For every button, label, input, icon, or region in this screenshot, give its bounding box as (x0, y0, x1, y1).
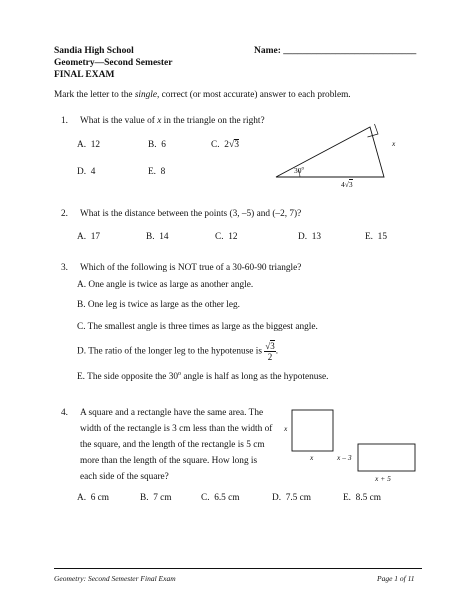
q2-choice-e-value: 15 (377, 232, 387, 242)
q4-choice-b[interactable] (140, 492, 172, 504)
fraction-denominator: 2 (267, 352, 273, 362)
q1-choice-b-letter: B. (148, 140, 157, 150)
q3-choice-e-pre: E. The side opposite the 30 (77, 372, 179, 383)
q3-choice-d-pre: D. The ratio of the longer leg to the hypotenuse is (77, 346, 265, 357)
q1-choice-b-value: 6 (161, 140, 166, 150)
q1-choice-c-radicand: 3 (234, 140, 239, 150)
q4-fig-square-bottom: x (310, 453, 314, 462)
q1-fig-angle-value: 30 (294, 166, 302, 175)
instructions (54, 89, 351, 101)
q3-choice-b[interactable]: B. One leg is twice as large as the other leg. (77, 300, 240, 310)
q4-fig-rect-side: x – 3 (337, 453, 352, 462)
q4-line-4: more than the length of the square. How long is (80, 456, 258, 466)
exam-title: FINAL EXAM (54, 70, 115, 80)
q3-choice-e[interactable] (77, 368, 328, 383)
q1-choice-b[interactable] (148, 139, 166, 151)
radical-sign-icon: √ (265, 341, 271, 351)
q4-choice-e[interactable] (343, 492, 381, 504)
footer-divider (54, 568, 422, 569)
q2-choice-c[interactable] (215, 231, 237, 243)
q3-choice-d-post: . (275, 346, 279, 357)
q3-choice-d[interactable] (77, 341, 278, 362)
q4-choice-c-value: 6.5 cm (214, 493, 240, 503)
radical-sign-icon: √ (228, 139, 235, 150)
q4-number: 4. (61, 408, 68, 418)
school-name: Sandia High School (54, 46, 134, 56)
q4-choice-b-value: 7 cm (153, 493, 172, 503)
q1-text-pre: What is the value of (80, 116, 158, 126)
q1-fig-angle-unit: o (301, 166, 304, 172)
q1-fig-base (341, 180, 353, 189)
q3-choice-e-post: angle is half as long as the hypotenuse. (181, 372, 329, 383)
q1-choice-d[interactable] (77, 166, 95, 178)
right-angle-marker (368, 124, 379, 137)
square-shape (292, 410, 333, 451)
q2-choice-b[interactable] (146, 231, 168, 243)
instructions-emph: single (134, 90, 158, 100)
instructions-post: , correct (or most accurate) answer to each problem. (157, 90, 351, 100)
q4-choice-c[interactable] (201, 492, 240, 504)
q1-text-post: in the triangle on the right? (161, 116, 265, 126)
q2-choice-e[interactable] (365, 231, 387, 243)
q3-choice-a[interactable]: A. One angle is twice as large as another angle. (77, 280, 254, 290)
footer-page-number: Page 1 of 11 (377, 574, 415, 583)
rectangle-shape (358, 444, 415, 471)
q1-choice-a[interactable] (77, 139, 100, 151)
q1-choice-c-value: 2 (224, 140, 229, 150)
q1-fig-base-radicand: 3 (348, 180, 353, 189)
q4-choice-b-letter: B. (140, 493, 149, 503)
q2-choice-d-letter: D. (298, 232, 308, 242)
q2-number: 2. (61, 209, 68, 219)
q2-choice-a-value: 17 (90, 232, 100, 242)
q1-choice-d-letter: D. (77, 167, 87, 177)
q1-fig-side-x: x (392, 139, 396, 148)
q1-choice-c-letter: C. (211, 140, 220, 150)
q4-fig-rect-bottom: x + 5 (375, 474, 391, 483)
q1-text (80, 115, 265, 127)
q4-line-2: width of the rectangle is 3 cm less than the width of (80, 424, 273, 434)
q2-choice-a[interactable] (77, 231, 100, 243)
q4-choice-a-value: 6 cm (90, 493, 110, 503)
radical-sign-icon: √ (344, 180, 349, 189)
q2-choice-b-letter: B. (146, 232, 155, 242)
q2-choice-b-value: 14 (159, 232, 169, 242)
q2-choice-d[interactable] (298, 231, 321, 243)
q1-choice-a-value: 12 (90, 140, 100, 150)
q4-line-1: A square and a rectangle have the same area. The (80, 408, 264, 418)
q4-fig-square-left: x (284, 424, 288, 433)
instructions-pre: Mark the letter to the (54, 90, 135, 100)
q1-var: x (157, 116, 162, 126)
q3-choice-c[interactable]: C. The smallest angle is three times as large as the biggest angle. (77, 322, 318, 332)
name-field: Name: ____________________________ (254, 46, 417, 56)
q2-choice-e-letter: E. (365, 232, 374, 242)
q2-choice-c-value: 12 (228, 232, 238, 242)
q1-choice-e-letter: E. (148, 167, 157, 177)
q1-choice-e-value: 8 (160, 167, 166, 177)
q2-choice-c-letter: C. (215, 232, 224, 242)
footer-left: Geometry: Second Semester Final Exam (54, 574, 176, 583)
q1-choice-a-letter: A. (77, 140, 87, 150)
q4-choice-d[interactable] (272, 492, 311, 504)
q4-choice-e-value: 8.5 cm (355, 493, 381, 503)
q4-choice-d-letter: D. (272, 493, 282, 503)
q4-choice-a-letter: A. (77, 493, 87, 503)
q4-choice-a[interactable] (77, 492, 109, 504)
q4-line-5: each side of the square? (80, 472, 169, 482)
fraction-numerator (264, 341, 275, 352)
q4-choice-e-letter: E. (343, 493, 352, 503)
q1-choice-e[interactable] (148, 166, 165, 178)
q2-choice-d-value: 13 (311, 232, 321, 242)
q4-choice-c-letter: C. (201, 493, 210, 503)
q4-line-3: the square, and the length of the rectangle is 5 cm (80, 440, 265, 450)
triangle-shape (276, 127, 384, 177)
q2-choice-a-letter: A. (77, 232, 87, 242)
q1-choice-c[interactable] (211, 139, 239, 151)
q1-number: 1. (61, 116, 68, 126)
q3-choice-d-radicand: 3 (270, 341, 275, 351)
q2-text: What is the distance between the points (3, –5) and (–2, 7)? (80, 209, 302, 219)
q3-choice-e-degree: o (178, 371, 182, 377)
q3-number: 3. (61, 263, 68, 273)
q3-choice-d-fraction (264, 341, 275, 362)
q1-choice-d-value: 4 (90, 167, 96, 177)
q3-text: Which of the following is NOT true of a 30-60-90 triangle? (80, 263, 302, 273)
course-name: Geometry—Second Semester (54, 58, 173, 68)
q1-fig-angle (294, 166, 304, 175)
q4-choice-d-value: 7.5 cm (285, 493, 312, 503)
q1-fig-base-coef: 4 (341, 180, 345, 189)
